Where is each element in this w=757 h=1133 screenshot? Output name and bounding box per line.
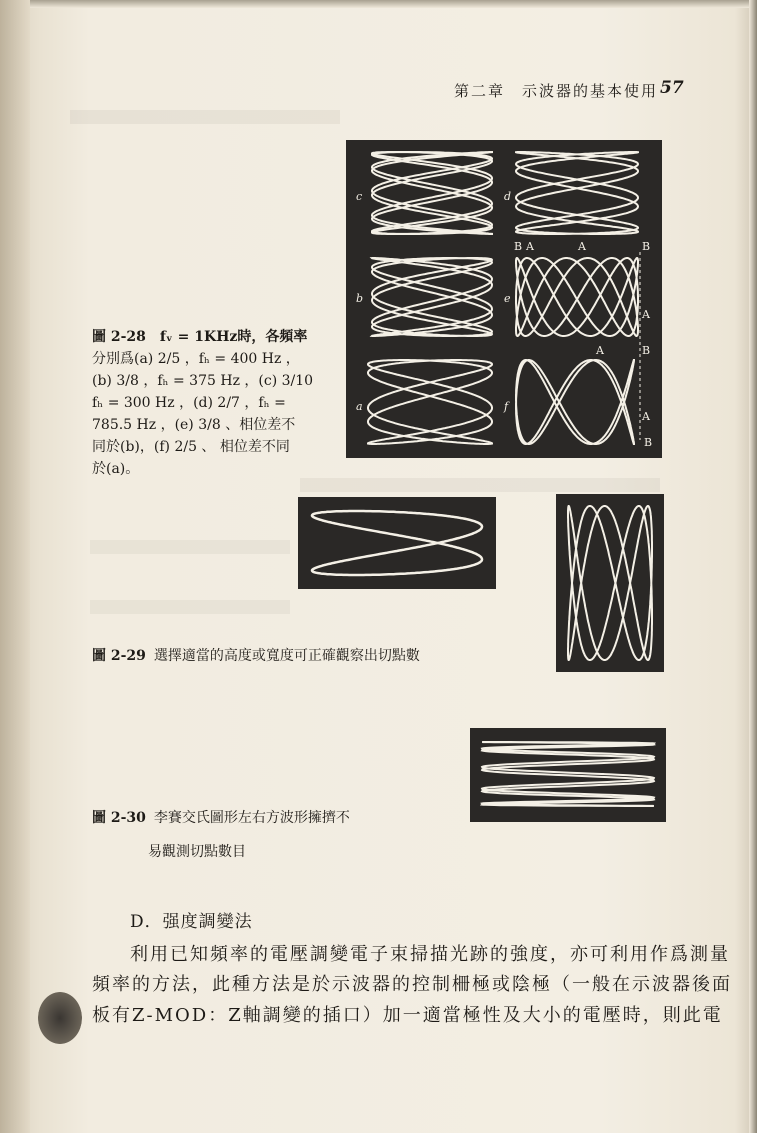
page-right-edge (749, 0, 757, 1133)
pattern-label-e: e (504, 292, 511, 305)
pattern-label-c: c (356, 190, 363, 203)
page-top-edge (0, 0, 757, 8)
caption-line: 785.5 Hz ，(e) 3/8 、相位差不 (92, 417, 296, 433)
marker-B: B (514, 240, 523, 253)
marker-A: A (642, 308, 650, 321)
figure-2-28-panel (346, 140, 662, 458)
page-binding-edge (0, 0, 30, 1133)
lissajous-crowded (482, 742, 654, 806)
body-text-line: 板有Z-MOD：Z軸調變的插口）加一適當極性及大小的電壓時，則此電 (92, 1005, 723, 1026)
figure-2-28-caption (92, 326, 322, 480)
figure-2-29-tall-lissajous (556, 494, 664, 672)
marker-B: B (644, 436, 653, 449)
figure-2-29-caption (92, 645, 492, 667)
figure-2-28-lissajous-grid (346, 140, 662, 458)
marker-B: B (642, 240, 651, 253)
punch-hole (38, 992, 82, 1044)
lissajous-a (368, 360, 492, 444)
lissajous-e (516, 258, 638, 336)
show-through-text (300, 478, 660, 492)
marker-A: A (578, 240, 586, 253)
show-through-text (90, 600, 290, 614)
body-text-line: 頻率的方法，此種方法是於示波器的控制柵極或陰極（一般在示波器後面 (92, 974, 732, 995)
lissajous-wide (312, 511, 482, 575)
figure-2-30-caption (92, 807, 492, 829)
caption-line: 同於(b)，(f) 2/5 、 相位差不同 (92, 439, 290, 455)
marker-B: B (642, 344, 651, 357)
caption-line: 於(a)。 (92, 461, 140, 477)
lissajous-f (516, 360, 634, 444)
show-through-text (90, 540, 290, 554)
caption-text: 李賽交氏圖形左右方波形擁擠不 (153, 810, 350, 826)
lissajous-c (372, 152, 492, 234)
marker-A: A (596, 344, 604, 357)
body-text-line: 利用已知頻率的電壓調變電子束掃描光跡的強度，亦可利用作爲測量 (130, 944, 730, 965)
lissajous-d (516, 152, 638, 234)
lissajous-tall (568, 506, 652, 660)
pattern-label-a: a (356, 400, 363, 413)
figure-number: 圖 2-29 (92, 648, 146, 664)
pattern-label-f: f (504, 400, 509, 413)
figure-2-30-caption-line2: 易觀測切點數目 (148, 844, 246, 860)
caption-line: 圖 2-28 fᵥ = 1KHz時，各頻率 (92, 329, 308, 345)
page-number: 57 (660, 78, 684, 98)
figure-2-29-tall-panel (556, 494, 664, 672)
lissajous-b (372, 258, 492, 336)
section-heading: D．强度調變法 (130, 912, 253, 932)
figure-number: 圖 2-30 (92, 810, 146, 826)
show-through-text (70, 110, 340, 124)
pattern-label-d: d (504, 190, 512, 203)
caption-line: 分別爲(a) 2/5 ，fₕ = 400 Hz ， (92, 351, 300, 367)
figure-2-29-wide-panel (298, 497, 496, 589)
marker-A: A (526, 240, 534, 253)
figure-2-29-wide-lissajous (298, 497, 496, 589)
running-head: 第二章 示波器的基本使用 (454, 82, 659, 100)
pattern-label-b: b (356, 292, 364, 305)
caption-line: (b) 3/8 ，fₕ = 375 Hz ，(c) 3/10 (92, 373, 314, 389)
figure-2-30-panel (470, 728, 666, 822)
marker-A: A (642, 410, 650, 423)
caption-text: 選擇適當的高度或寬度可正確觀察出切點數 (153, 648, 420, 664)
figure-2-30-crowded-lissajous (470, 728, 666, 822)
caption-line: fₕ = 300 Hz ，(d) 2/7 ，fₕ = (92, 395, 286, 411)
